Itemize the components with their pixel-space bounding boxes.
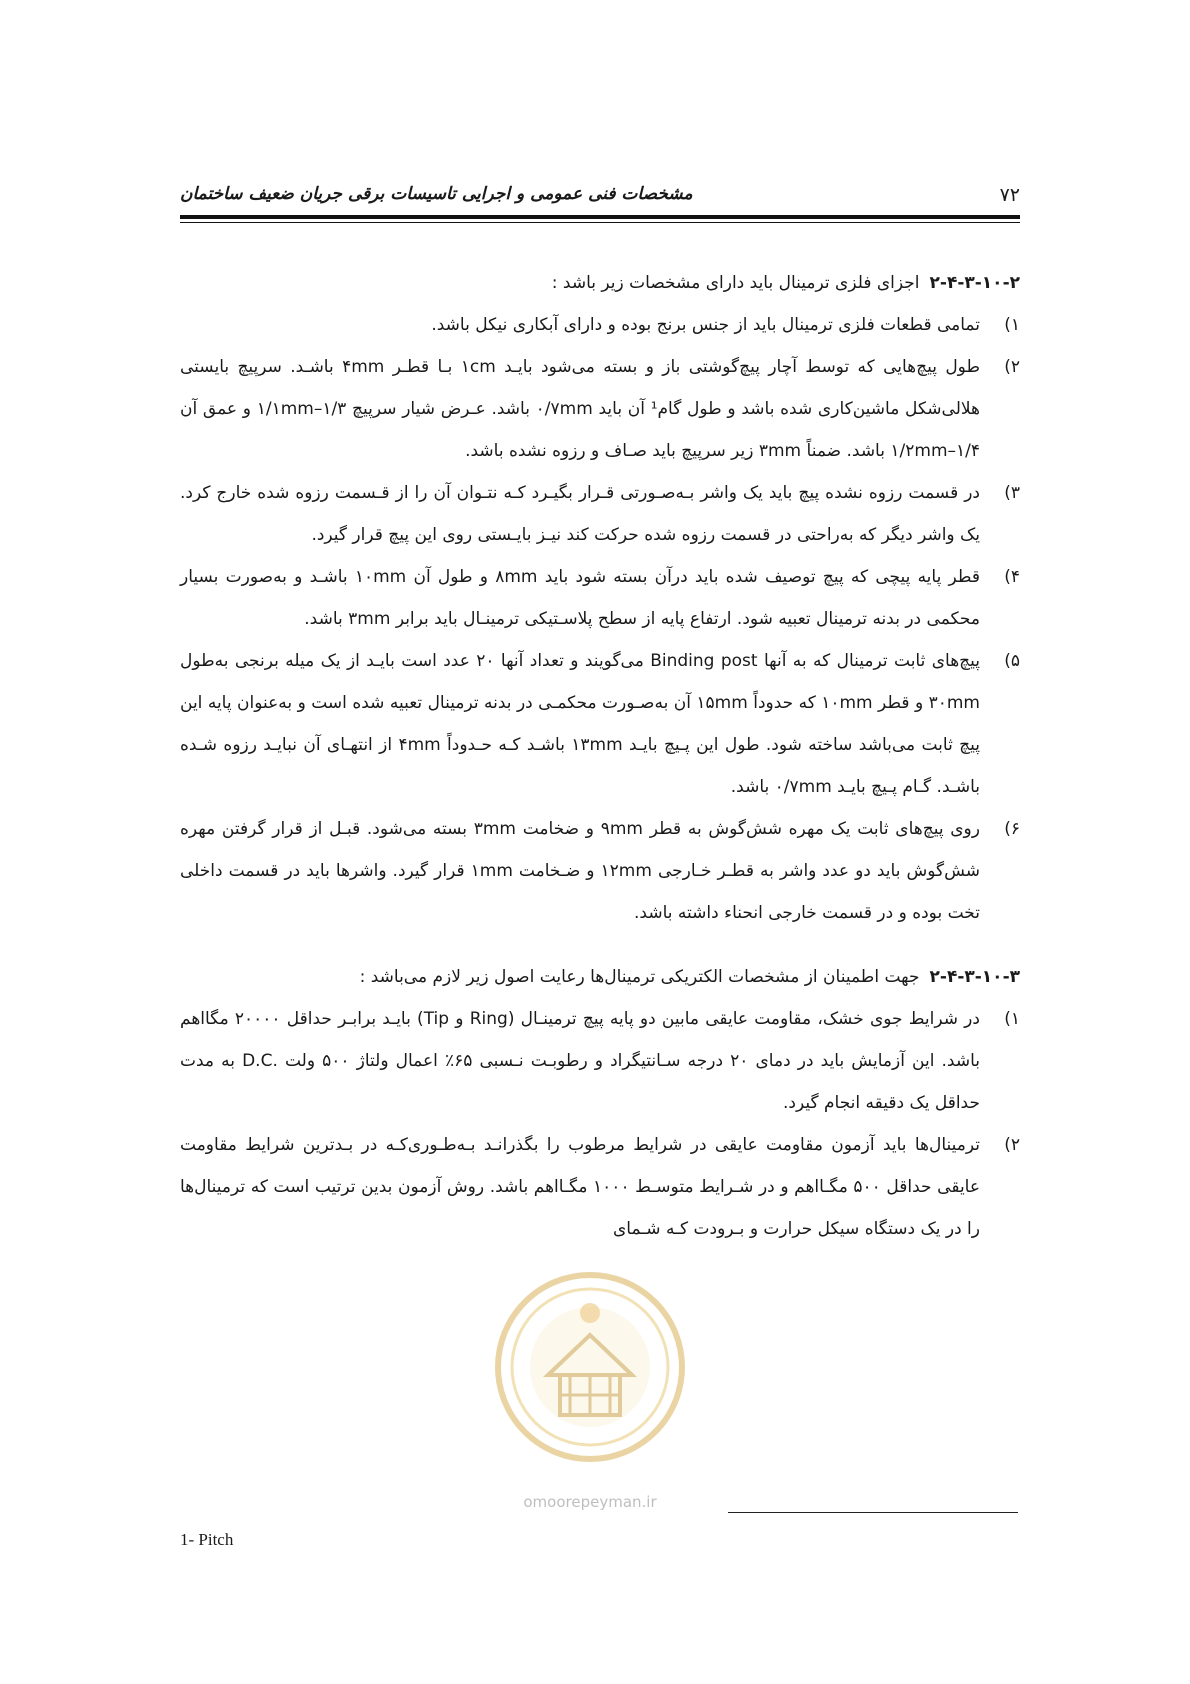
- list-item: [180, 304, 1020, 346]
- list-item-text: طول پیچ‌هایی که توسط آچار پیچ‌گوشتی باز و بسته می‌شود بایـد ۱cm بـا قطـر ۴mm باشـد. سرپیچ بایستی هلالی‌شکل ماشین‌کاری شده باشد و طول گام¹ آن باید ۰/۷mm باشد. عـرض شیار سرپیچ ۱/۳–۱/۱mm و عمق آن ۱/۴–۱/۲mm باشد. ضمناً ۳mm زیر سرپیچ باید صـاف و رزوه نشده باشد.: [180, 357, 980, 461]
- list-item-number: ۶): [1004, 819, 1020, 839]
- list-item-text: در قسمت رزوه نشده پیچ باید یک واشر بـه‌صـورتی قـرار بگیـرد کـه نتـوان آن را از قـسمت رزوه شده خارج کرد. یک واشر دیگر که به‌راحتی در قسمت رزوه شده حرکت کند نیـز بایـستی روی این پیچ قرار گیرد.: [180, 483, 980, 545]
- list-item-text: ترمینال‌ها باید آزمون مقاومت عایقی در شرایط مرطوب را بگذرانـد بـه‌طـوری‌کـه در بـدترین شرایط مقاومت عایقی حداقل ۵۰۰ مگـااهم و در شـرایط متوسـط ۱۰۰۰ مگـااهم باشد. روش آزمون بدین ترتیب است که ترمینال‌ها را در یک دستگاه سیکل حرارت و بـرودت کـه شـمای: [180, 1135, 980, 1239]
- list-item: [180, 472, 1020, 556]
- list-item: [180, 808, 1020, 934]
- list-item-number: ۳): [1004, 483, 1020, 503]
- list-item-text: در شرایط جوی خشک، مقاومت عایقی مابین دو پایه پیچ ترمینـال (Ring و Tip) بایـد برابـر حداقل ۲۰۰۰۰ مگااهم باشد. این آزمایش باید در دمای ۲۰ درجه سـانتیگراد و رطوبـت نـسبی ۶۵٪ اعمال ولتاژ ۵۰۰ ولت .D.C به مدت حداقل یک دقیقه انجام گیرد.: [180, 1009, 980, 1113]
- watermark-url: omoorepeyman.ir: [523, 1493, 657, 1511]
- list-item-number: ۴): [1004, 567, 1020, 587]
- running-header: [180, 180, 1020, 216]
- list-item-number: ۱): [1004, 1009, 1020, 1029]
- watermark-logo: [490, 1255, 690, 1515]
- list-item: [180, 640, 1020, 808]
- list-item-number: ۲): [1004, 1135, 1020, 1155]
- book-title: مشخصات فنی عمومی و اجرایی تاسیسات برقی جریان ضعیف ساختمان: [180, 184, 693, 204]
- section-number: ۲-۴-۳-۱۰-۳: [929, 967, 1020, 987]
- section-heading: [180, 262, 1020, 304]
- header-rule-thick: [180, 215, 1020, 219]
- list-item-text: پیچ‌های ثابت ترمینال که به آنها Binding post می‌گویند و تعداد آنها ۲۰ عدد است بایـد از یک میله برنجی به‌طول ۳۰mm و قطر ۱۰mm که حدوداً ۱۵mm آن به‌صـورت محکمـی در بدنه ترمینال تعبیه شده است و به‌عنوان پایه این پیچ ثابت می‌باشد ساخته شود. طول این پـیچ بایـد ۱۳mm باشـد کـه حـدوداً ۴mm از انتهـای آن نبایـد رزوه شـده باشـد. گـام پـیچ بایـد ۰/۷mm باشد.: [180, 651, 981, 797]
- list-item: [180, 346, 1020, 472]
- list-item: [180, 1124, 1020, 1250]
- section-number: ۲-۴-۳-۱۰-۲: [929, 273, 1020, 293]
- seal-icon: [490, 1255, 690, 1490]
- list-item: [180, 556, 1020, 640]
- list-item-number: ۱): [1004, 315, 1020, 335]
- page-number: ۷۲: [999, 184, 1020, 206]
- list-item-text: تمامی قطعات فلزی ترمینال باید از جنس برنج بوده و دارای آبکاری نیکل باشد.: [431, 315, 980, 335]
- section-spacer: [180, 934, 1020, 956]
- section-heading-text: جهت اطمینان از مشخصات الکتریکی ترمینال‌ها رعایت اصول زیر لازم می‌باشد :: [359, 967, 920, 987]
- body-text: [180, 262, 1020, 1250]
- footnote-rule: [728, 1512, 1018, 1513]
- list-item-number: ۲): [1004, 357, 1020, 377]
- section-2-4-3-10-3: [180, 956, 1020, 1250]
- list-item-text: قطر پایه پیچی که پیچ توصیف شده باید درآن بسته شود باید ۸mm و طول آن ۱۰mm باشـد و به‌صورت بسیار محکمی در بدنه ترمینال تعبیه شود. ارتفاع پایه از سطح پلاسـتیکی ترمینـال باید برابر ۳mm باشد.: [180, 567, 980, 629]
- section-heading-text: اجزای فلزی ترمینال باید دارای مشخصات زیر باشد :: [551, 273, 920, 293]
- list-item: [180, 998, 1020, 1124]
- list-item-number: ۵): [1004, 651, 1020, 671]
- section-heading: [180, 956, 1020, 998]
- header-rule-thin: [180, 222, 1020, 223]
- list-item-text: روی پیچ‌های ثابت یک مهره شش‌گوش به قطر ۹mm و ضخامت ۳mm بسته می‌شود. قبـل از قرار گرفتن مهره شش‌گوش باید دو عدد واشر به قطـر خـارجی ۱۲mm و ضـخامت ۱mm قرار گیرد. واشرها باید در قسمت داخلی تخت بوده و در قسمت خارجی انحناء داشته باشد.: [180, 819, 980, 923]
- section-2-4-3-10-2: [180, 262, 1020, 934]
- footnote: 1- Pitch: [180, 1530, 234, 1549]
